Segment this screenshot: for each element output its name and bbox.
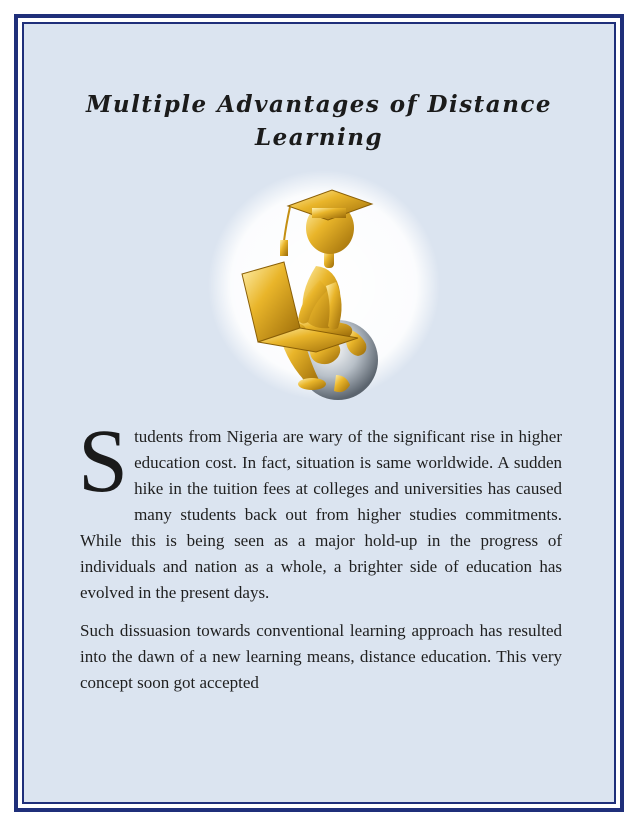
paragraph-2: Such dissuasion towards conventional learning approach has resulted into the dawn of a new learning means, distance education. This very concept soon got accepted [80,621,562,692]
drop-cap: S [78,412,129,511]
article-body [78,412,562,708]
page-title: Multiple Advantages of Distance Learning [85,91,553,151]
page-border [14,14,624,812]
paragraph-1-text: tudents from Nigeria are wary of the significant rise in higher education cost. In fact, situation is same worldwide. A sudden hike in the tuition fees at colleges and universities has caused many students back out from higher studies commitments. While this is being seen as a major hold-up in the progress of individuals and nation as a whole, a brighter side of education has evolved in the present days. [80,427,562,602]
page-content [22,22,616,804]
paragraph-1 [78,412,562,606]
golden-graduate-figure-icon [208,170,440,400]
